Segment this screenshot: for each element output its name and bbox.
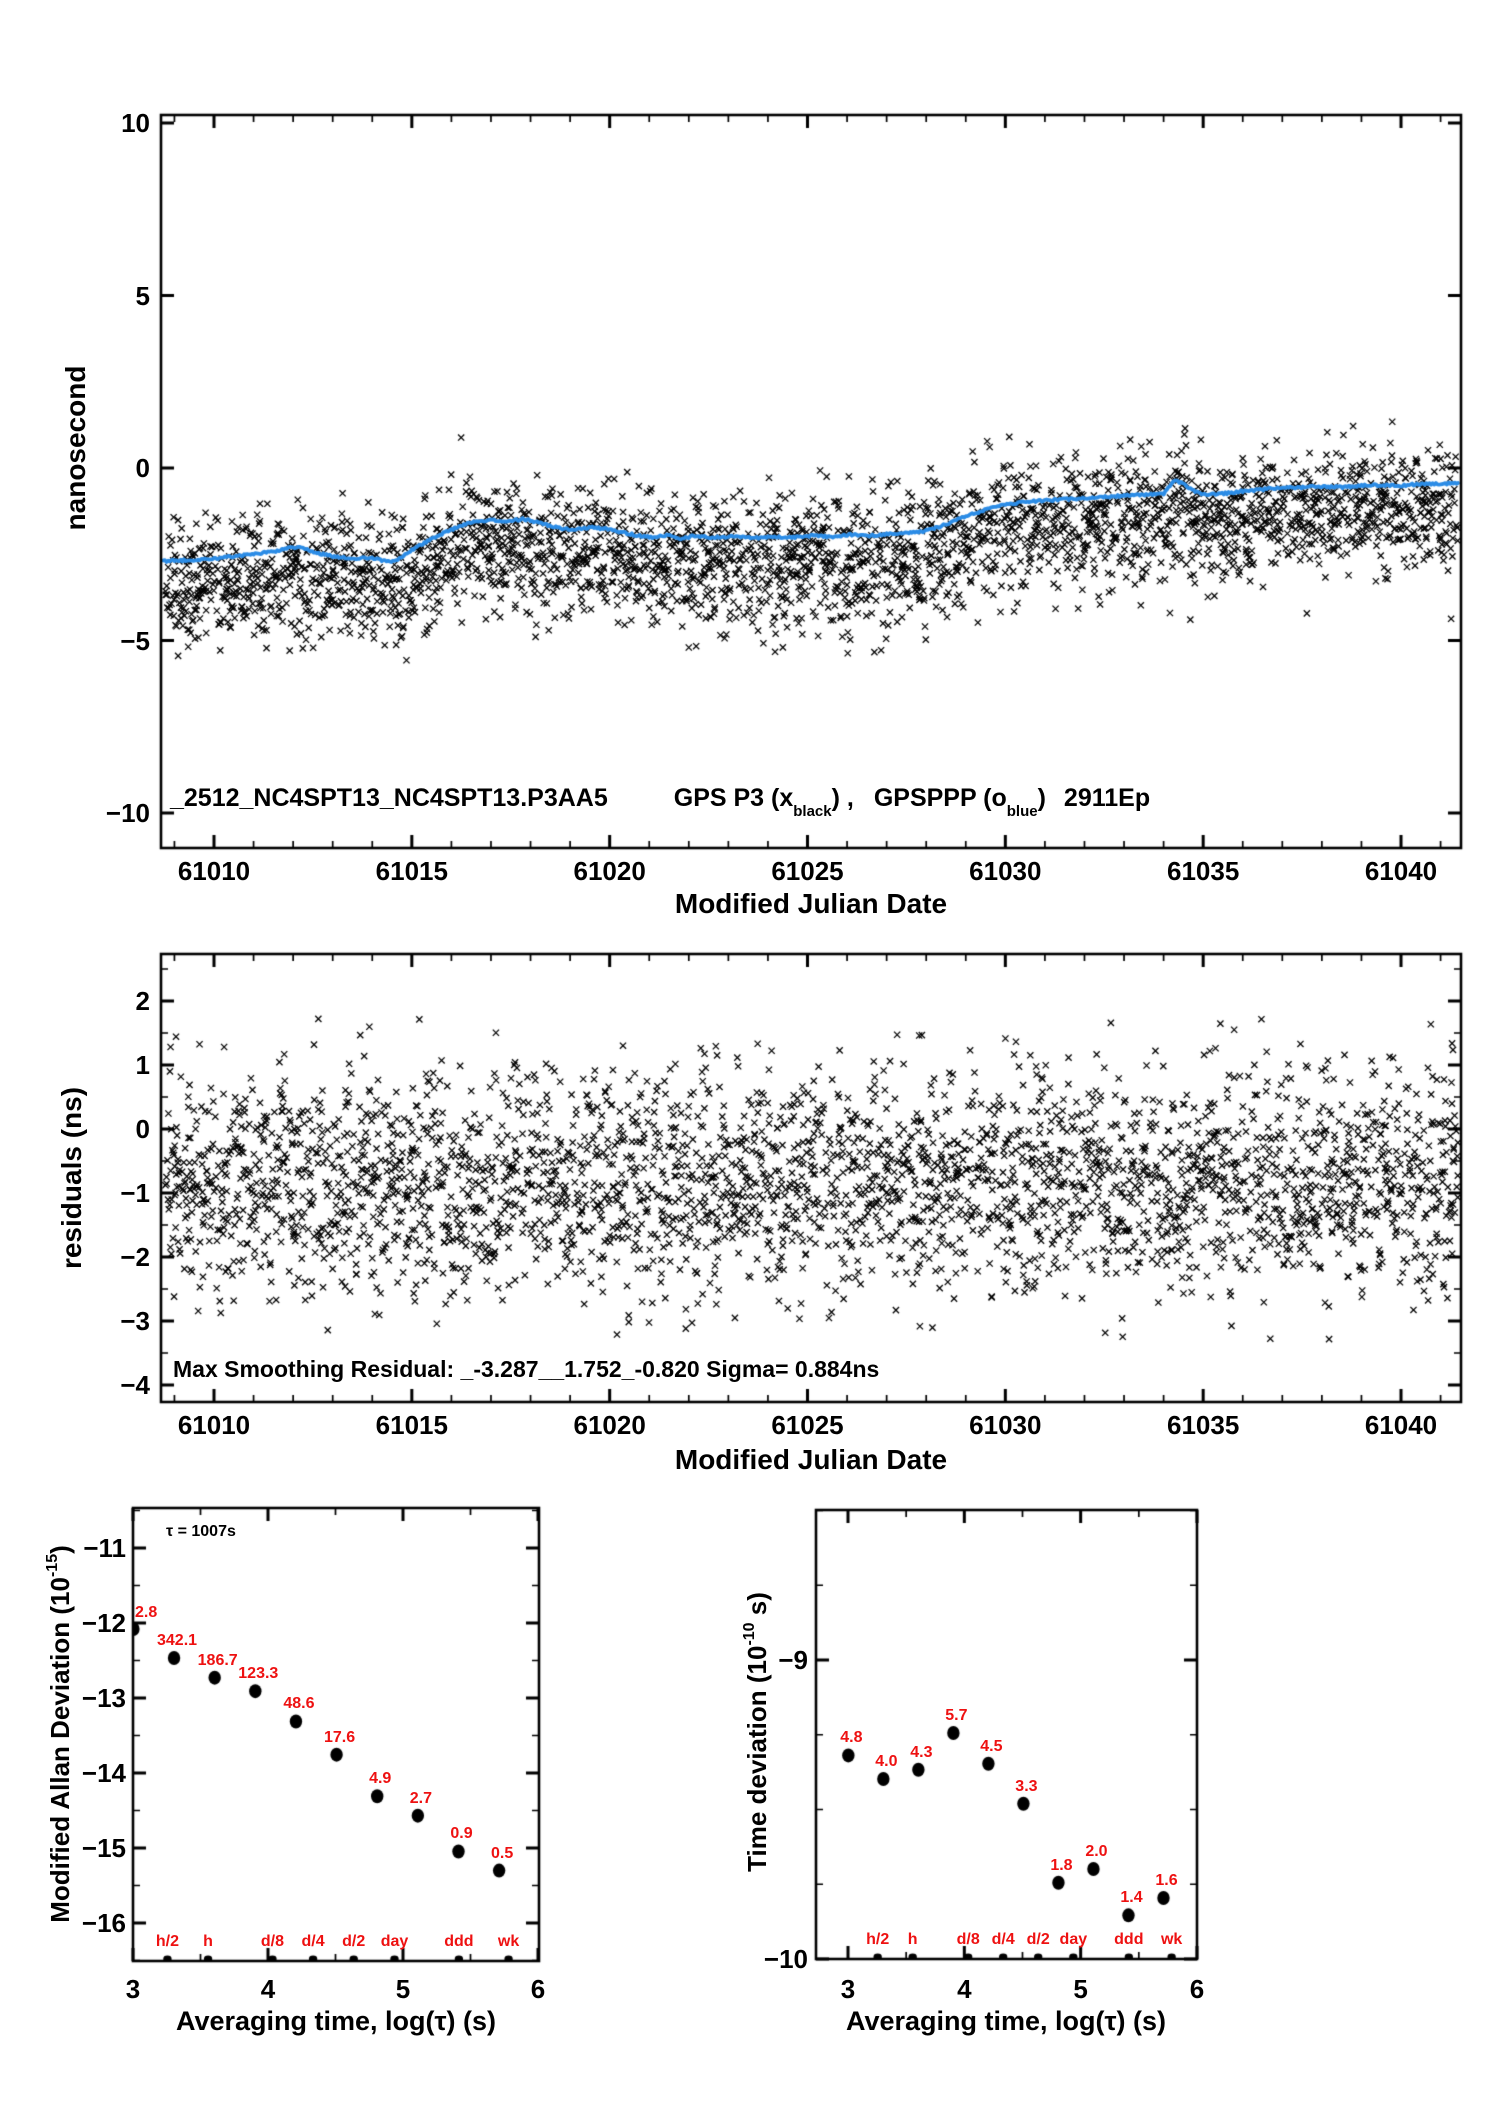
x-tick-label: 61040 [1364,856,1438,886]
x-tick-label: 5 [395,1974,411,2004]
point-value-label: 3.3 [1015,1777,1038,1795]
mid-panel-ylabel [58,1087,86,1269]
y-tick-label: 0 [135,453,150,483]
tdev-ylabel [741,1592,772,1872]
y-tick-label: −9 [778,1645,808,1675]
y-tick-label: −15 [81,1833,126,1863]
tau-period-label: ddd [444,1933,474,1950]
x-tick-label: 3 [125,1974,141,2004]
x-tick-label: 61020 [573,856,646,886]
point-value-label: 5.7 [945,1706,968,1724]
y-tick-label: −12 [81,1608,126,1638]
top-panel-xlabel [675,890,947,918]
y-tick-label: 10 [121,108,150,138]
mid-panel-annotation [173,1358,879,1381]
y-tick-label: −13 [81,1683,126,1713]
title-series2-sub: blue [1006,803,1038,820]
x-tick-label: 4 [260,1974,276,2004]
tau-period-label: d/4 [991,1931,1015,1948]
tdev-xlabel-text: Averaging time, log(τ) (s) [845,2006,1167,2036]
title-series1-sub: black [793,803,832,820]
mdev-xlabel-text: Averaging time, log(τ) (s) [175,2006,497,2036]
mdev-ylabel-post: ) [45,1545,75,1554]
x-tick-label: 61030 [969,856,1042,886]
title-code: 2911Ep [1063,784,1151,812]
mdev-ylabel-sup: -15 [44,1553,62,1578]
x-tick-label: 61025 [771,1410,844,1440]
tau-period-label: d/2 [1026,1931,1050,1948]
point-value-label: 48.6 [283,1695,315,1713]
point-value-label: 1.8 [1050,1856,1073,1874]
x-tick-label: 6 [1189,1974,1205,2004]
tdev-ylabel-sup: -10 [741,1622,759,1646]
x-tick-label: 61015 [375,1410,448,1440]
tau-period-label: d/8 [260,1933,285,1950]
point-value-label: 17.6 [324,1728,356,1746]
y-tick-label: −11 [83,1533,126,1563]
point-value-label: 4.3 [910,1743,933,1761]
tau-period-label: d/8 [956,1931,980,1948]
point-value-label: 2.0 [1085,1843,1108,1860]
y-tick-label: 1 [135,1050,150,1080]
tau-period-label: h/2 [866,1931,890,1948]
point-value-label: 342.1 [157,1631,198,1649]
point-value-label: 4.8 [840,1729,863,1747]
mdev-xlabel [176,2008,496,2035]
tau-period-label: d/2 [342,1933,366,1950]
y-tick-label: −2 [120,1242,150,1272]
point-value-label: 4.9 [369,1770,392,1788]
point-value-label: 2.7 [409,1789,432,1807]
x-tick-label: 61035 [1167,1410,1240,1440]
top-panel-ylabel-text: nanosecond [60,365,91,531]
tau-period-label: d/4 [301,1933,325,1950]
x-tick-label: 61010 [177,1410,251,1440]
x-tick-label: 61020 [573,1410,646,1440]
y-tick-label: 2 [135,986,150,1016]
y-tick-label: −14 [81,1758,126,1788]
x-tick-label: 5 [1073,1974,1088,2004]
x-tick-label: 6 [530,1974,546,2004]
tau-period-label: wk [497,1933,520,1950]
tau-period-label: h/2 [155,1933,179,1950]
title-link-id: _2512_NC4SPT13_NC4SPT13.P3AA5 [170,784,608,812]
title-series2-close: ) [1037,784,1046,812]
top-panel-title [170,784,1151,820]
y-tick-label: −4 [120,1370,150,1400]
point-value-label: 1.6 [1155,1872,1178,1889]
y-tick-label: −3 [120,1306,150,1336]
x-tick-label: 61010 [177,856,251,886]
tdev-ylabel-pre: Time deviation (10 [742,1645,772,1872]
y-tick-label: −1 [120,1178,150,1208]
mid-panel-ylabel-text: residuals (ns) [56,1086,87,1270]
point-value-label: 4.5 [980,1737,1003,1755]
title-series2: GPSPPP (o [873,784,1007,812]
title-sep: ) , [831,784,854,812]
y-tick-label: −10 [763,1944,808,1974]
mdev-annotation-text: τ = 1007s [166,1523,236,1540]
tau-period-label: day [380,1933,409,1950]
mdev-annotation [166,1524,236,1540]
point-value-label: 123.3 [238,1665,279,1683]
top-panel-xlabel-text: Modified Julian Date [674,888,948,919]
point-value-label: 0.9 [450,1825,473,1843]
point-value-label: 1.4 [1120,1889,1143,1907]
mid-panel-xlabel [675,1446,947,1474]
tau-period-label: day [1059,1931,1088,1948]
tau-period-label: h [907,1931,918,1948]
x-tick-label: 61025 [771,856,844,886]
tdev-ylabel-post: s) [742,1592,772,1623]
x-tick-label: 61015 [375,856,448,886]
x-tick-label: 61030 [969,1410,1042,1440]
point-value-label: 186.7 [197,1651,238,1669]
y-tick-label: 0 [135,1114,150,1144]
mdev-ylabel-pre: Modified Allan Deviation (10 [45,1577,75,1923]
mdev-ylabel [44,1545,75,1923]
tau-period-label: ddd [1114,1931,1144,1948]
point-value-label: 4.0 [875,1753,898,1770]
title-series1: GPS P3 (x [673,784,794,812]
y-tick-label: −16 [81,1908,126,1938]
x-tick-label: 3 [840,1974,856,2004]
y-tick-label: −5 [120,625,150,656]
tau-period-label: h [203,1933,213,1950]
top-panel-ylabel [62,366,90,531]
x-tick-label: 61035 [1167,856,1240,886]
point-value-label: 0.5 [490,1844,514,1862]
mid-panel-xlabel-text: Modified Julian Date [674,1444,948,1475]
mid-panel-annotation-text: Max Smoothing Residual: _-3.287__1.752_-0.820 Sigma= 0.884ns [173,1356,880,1382]
x-tick-label: 4 [957,1974,972,2004]
tau-period-label: wk [1160,1931,1183,1948]
tdev-xlabel [846,2008,1166,2035]
y-tick-label: −10 [105,798,150,828]
y-tick-label: 5 [135,280,150,311]
point-value-label: 2.8 [135,1604,158,1621]
x-tick-label: 61040 [1364,1410,1438,1440]
